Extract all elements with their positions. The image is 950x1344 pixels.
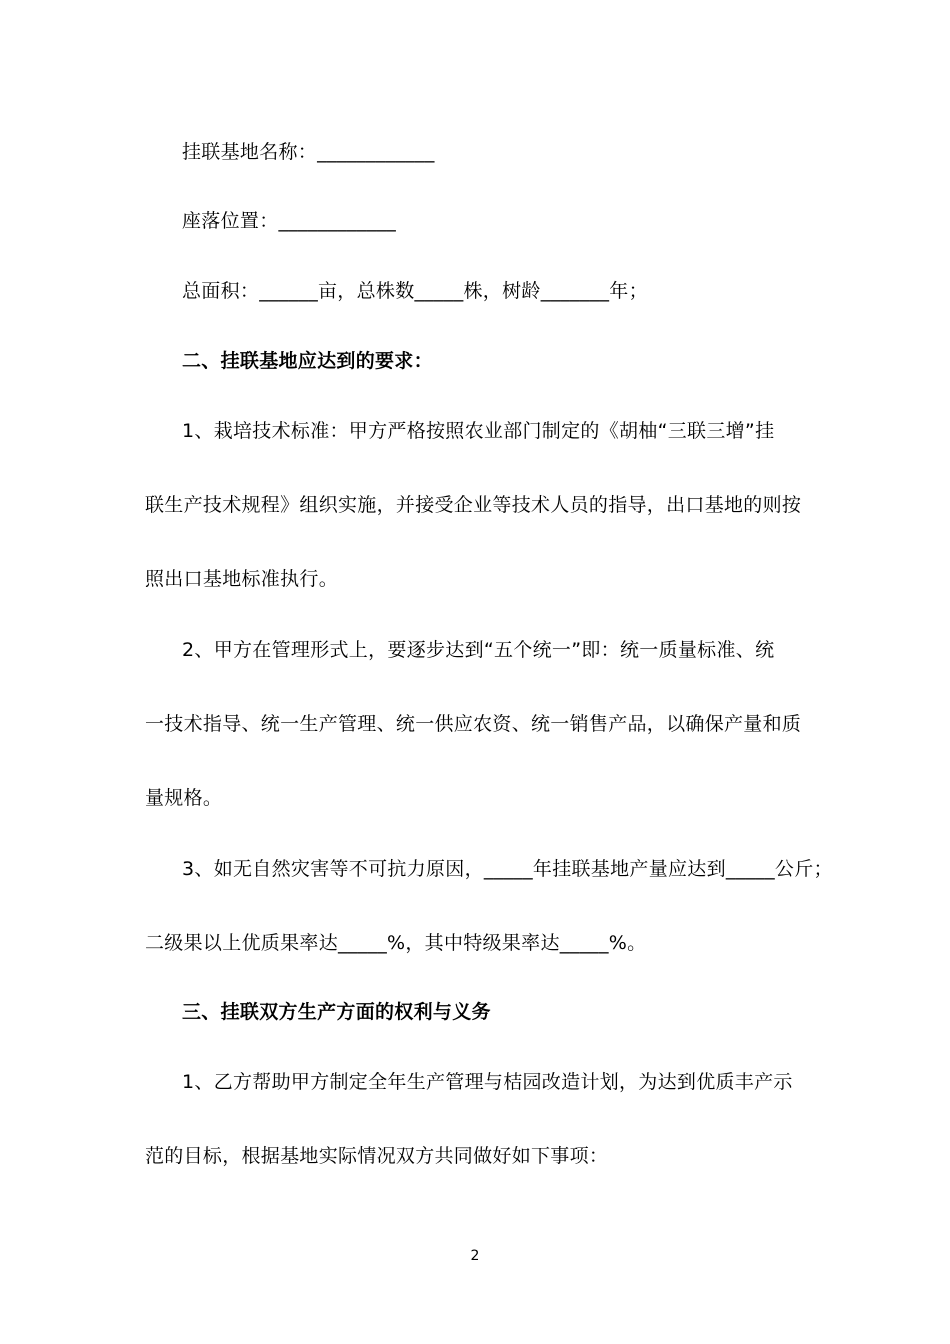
paragraph-line: 1、乙方帮助甲方制定全年生产管理与桔园改造计划，为达到优质丰产示: [182, 1071, 793, 1093]
paragraph-line: 2、甲方在管理形式上，要逐步达到“五个统一”即：统一质量标准、统: [182, 639, 775, 661]
base-name-field-line: 挂联基地名称：____________: [182, 141, 435, 163]
location-field-line: 座落位置：____________: [182, 210, 397, 232]
paragraph-line: 1、栽培技术标准：甲方严格按照农业部门制定的《胡柚“三联三增”挂: [182, 420, 775, 442]
paragraph-line: 范的目标，根据基地实际情况双方共同做好如下事项：: [145, 1145, 609, 1167]
paragraph-line: 3、如无自然灾害等不可抗力原因，_____年挂联基地产量应达到_____公斤；: [182, 858, 833, 880]
paragraph-line: 量规格。: [145, 787, 223, 809]
area-field-line: 总面积：______亩，总株数_____株，树龄_______年；: [182, 280, 648, 302]
paragraph-line: 照出口基地标准执行。: [145, 568, 339, 590]
page-number: 2: [470, 1248, 480, 1264]
section-heading-requirements: 二、挂联基地应达到的要求：: [182, 350, 433, 372]
paragraph-line: 一技术指导、统一生产管理、统一供应农资、统一销售产品，以确保产量和质: [145, 713, 802, 735]
paragraph-line: 联生产技术规程》组织实施，并接受企业等技术人员的指导，出口基地的则按: [145, 494, 802, 516]
paragraph-line: 二级果以上优质果率达_____%，其中特级果率达_____%。: [145, 932, 647, 954]
section-heading-rights-obligations: 三、挂联双方生产方面的权利与义务: [182, 1001, 491, 1023]
